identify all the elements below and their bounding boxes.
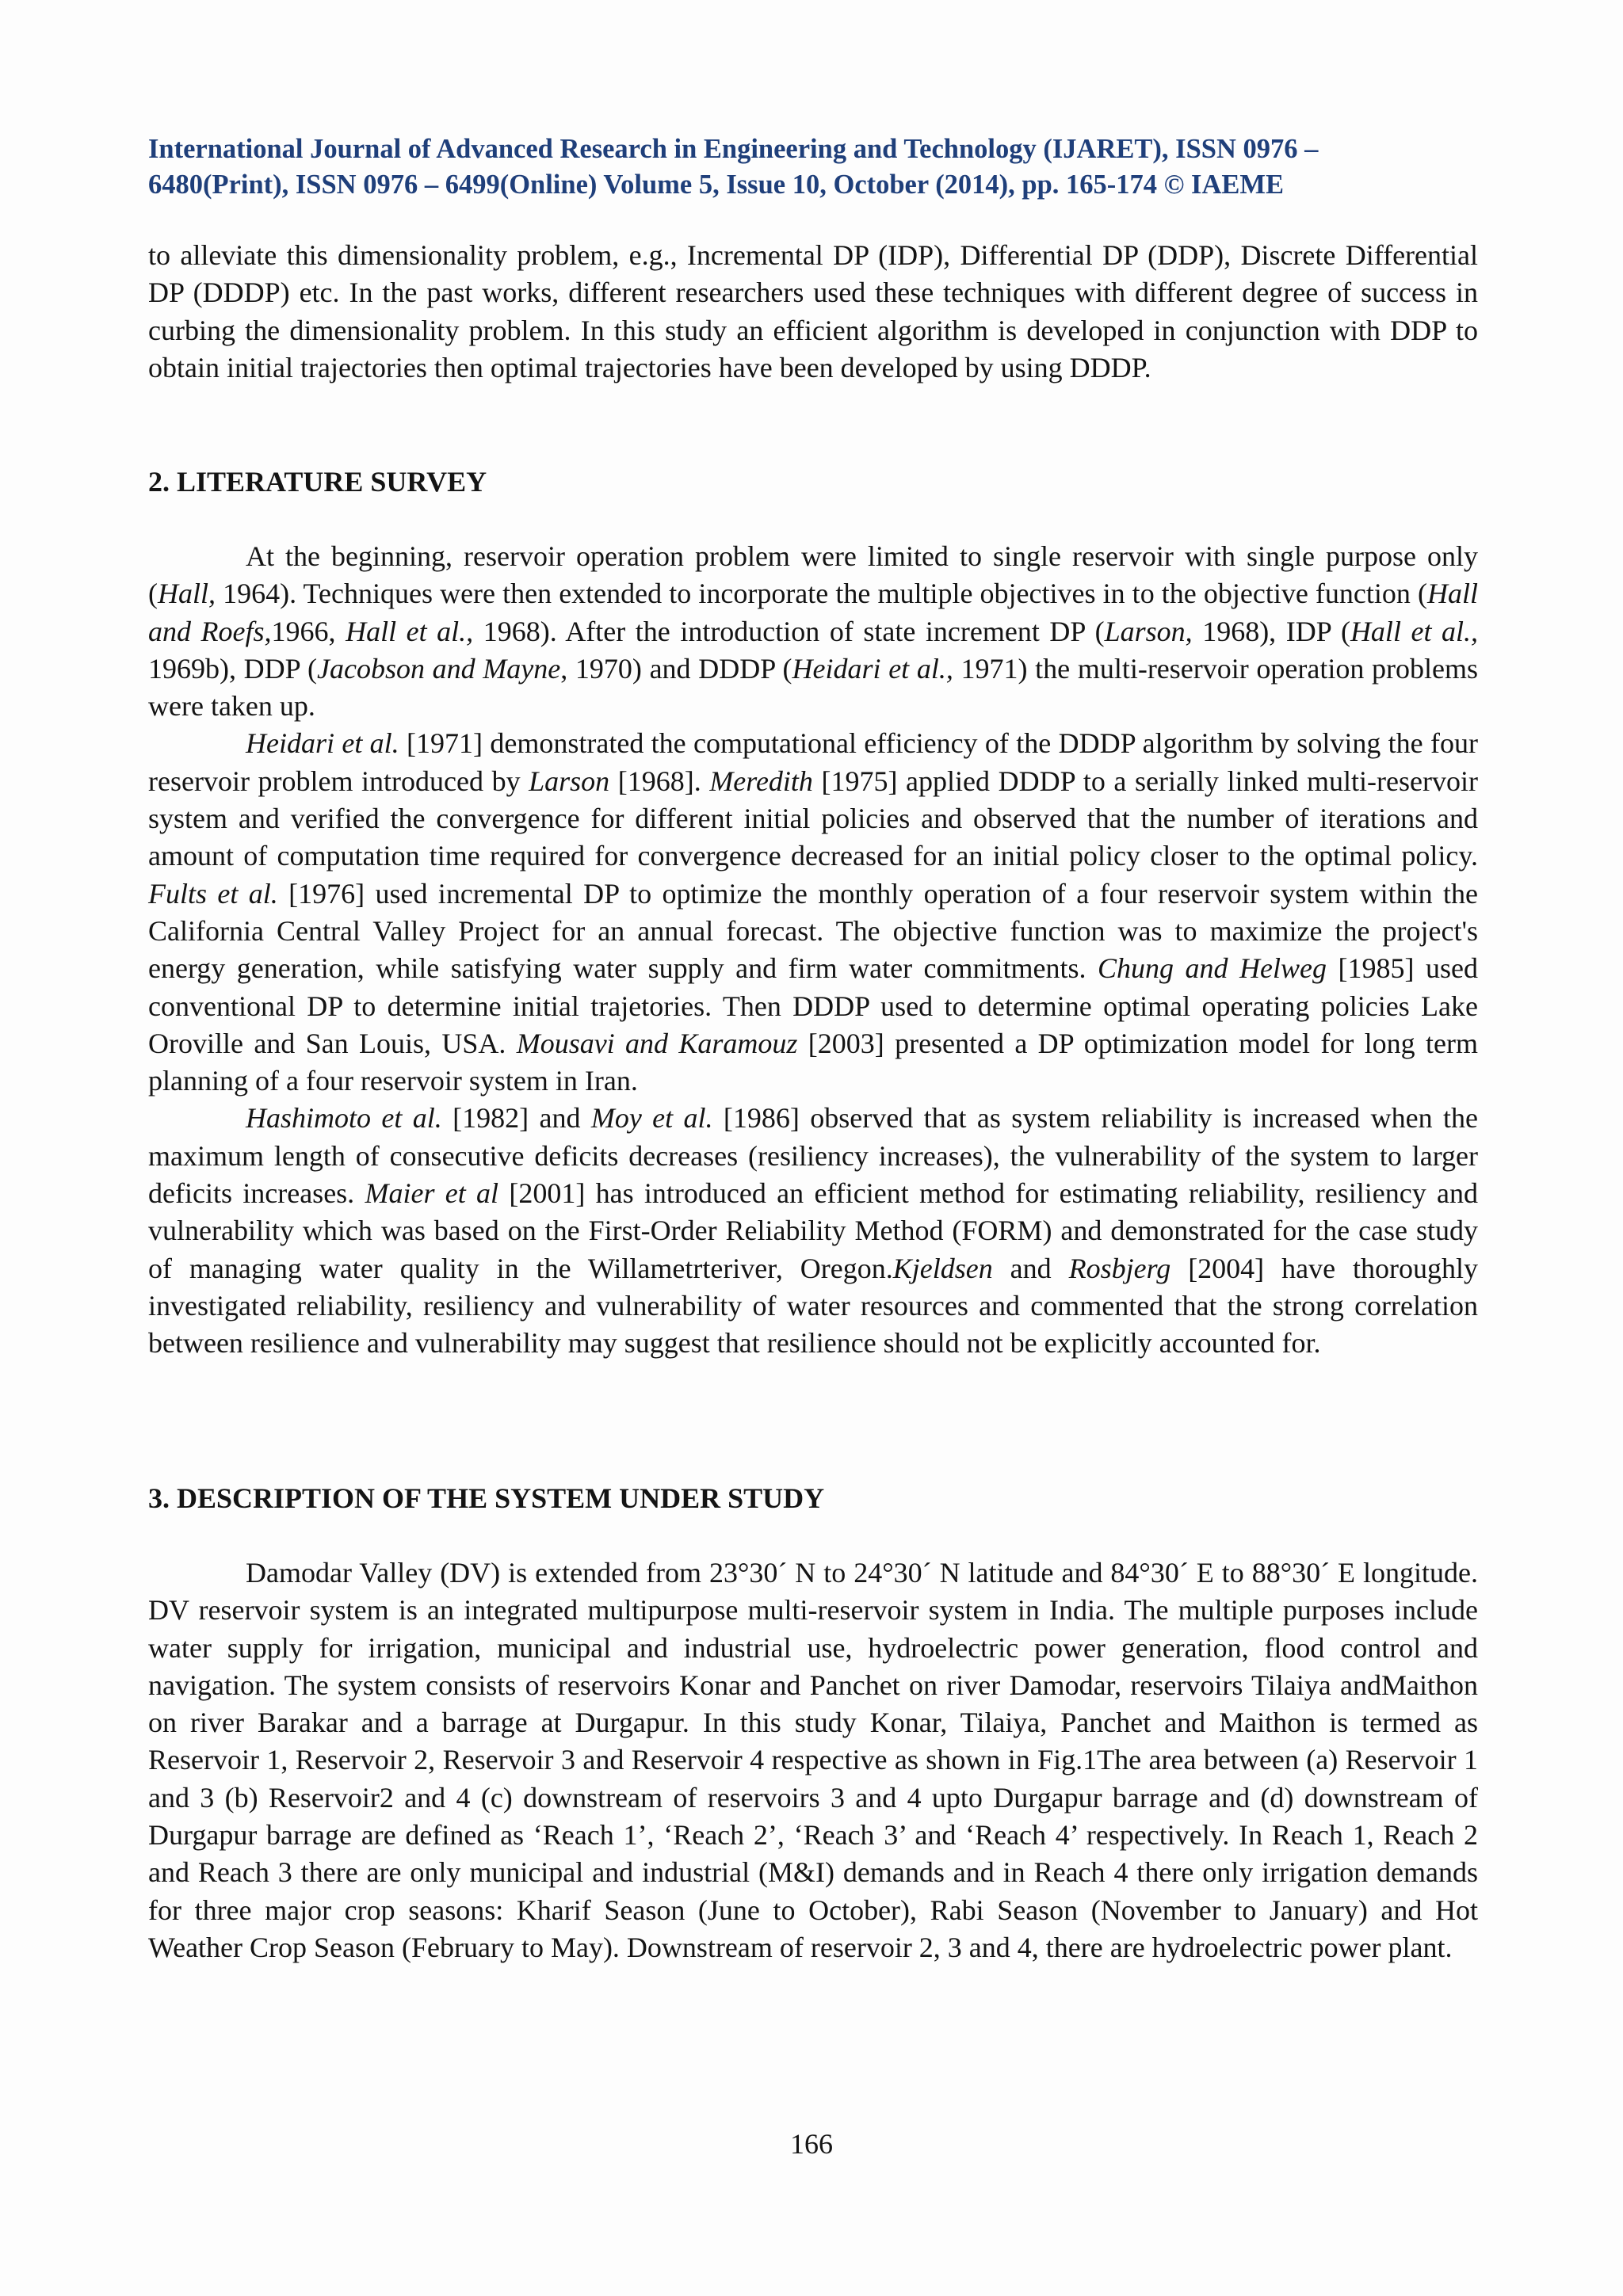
section-heading-literature-survey: 2. LITERATURE SURVEY xyxy=(148,466,487,498)
literature-paragraph-2: Heidari et al. [1971] demonstrated the computational efficiency of the DDDP algorithm by solving the four reservoir problem introduced by Larson [1968]. Meredith [1975] applied DDDP to a serially linked multi-reservoir system and verified the convergence for different initial policies and observed that the number of iterations and amount of computation time required for convergence decreased for an initial policy closer to the optimal policy. Fults et al. [1976] used incremental DP to optimize the monthly operation of a four reservoir system within the California Central Valley Project for an annual forecast. The objective function was to maximize the project's energy generation, while satisfying water supply and firm water commitments. Chung and Helweg [1985] used conventional DP to determine initial trajetories. Then DDDP used to determine optimal operating policies Lake Oroville and San Louis, USA. Mousavi and Karamouz [2003] presented a DP optimization model for long term planning of a four reservoir system in Iran. xyxy=(148,727,1478,1097)
journal-header-line-2: 6480(Print), ISSN 0976 – 6499(Online) Volume 5, Issue 10, October (2014), pp. 165-174 © IAEME xyxy=(148,170,1284,200)
system-description-paragraph: Damodar Valley (DV) is extended from 23°30´ N to 24°30´ N latitude and 84°30´ E to 88°30´ E longitude. DV reservoir system is an integrated multipurpose multi-reservoir system in India. The multiple purposes include water supply for irrigation, municipal and industrial use, hydroelectric power generation, flood control and navigation. The system consists of reservoirs Konar and Panchet on river Damodar, reservoirs Tilaiya andMaithon on river Barakar and a barrage at Durgapur. In this study Konar, Tilaiya, Panchet and Maithon is termed as Reservoir 1, Reservoir 2, Reservoir 3 and Reservoir 4 respective as shown in Fig.1The area between (a) Reservoir 1 and 3 (b) Reservoir2 and 4 (c) downstream of reservoirs 3 and 4 upto Durgapur barrage and (d) downstream of Durgapur barrage are defined as ‘Reach 1’, ‘Reach 2’, ‘Reach 3’ and ‘Reach 4’ respectively. In Reach 1, Reach 2 and Reach 3 there are only municipal and industrial (M&I) demands and in Reach 4 there only irrigation demands for three major crop seasons: Kharif Season (June to October), Rabi Season (November to January) and Hot Weather Crop Season (February to May). Downstream of reservoir 2, 3 and 4, there are hydroelectric power plant. xyxy=(148,1557,1478,1963)
system-description-body xyxy=(148,1554,1478,1966)
literature-paragraph-1: At the beginning, reservoir operation problem were limited to single reservoir with single purpose only (Hall, 1964). Techniques were then extended to incorporate the multiple objectives in to the objective function (Hall and Roefs,1966, Hall et al., 1968). After the introduction of state increment DP (Larson, 1968), IDP (Hall et al., 1969b), DDP (Jacobson and Mayne, 1970) and DDDP (Heidari et al., 1971) the multi-reservoir operation problems were taken up. xyxy=(148,540,1479,723)
page-number: 166 xyxy=(790,2128,833,2160)
section-heading-system-description: 3. DESCRIPTION OF THE SYSTEM UNDER STUDY xyxy=(148,1482,825,1514)
intro-paragraph: to alleviate this dimensionality problem, e.g., Incremental DP (IDP), Differential DP (DDP), Discrete Differential DP (DDDP) etc. In the past works, different researchers used these techniques with different degree of success in curbing the dimensionality problem. In this study an efficient algorithm is developed in conjunction with DDP to obtain initial trajectories then optimal trajectories have been developed by using DDDP. xyxy=(148,239,1478,383)
intro-section xyxy=(148,237,1478,387)
literature-paragraph-3: Hashimoto et al. [1982] and Moy et al. [1986] observed that as system reliability is increased when the maximum length of consecutive deficits decreases (resiliency increases), the vulnerability of the system to larger deficits increases. Maier et al [2001] has introduced an efficient method for estimating reliability, resiliency and vulnerability which was based on the First-Order Reliability Method (FORM) and demonstrated for the case study of managing water quality in the Willametrteriver, Oregon.Kjeldsen and Rosbjerg [2004] have thoroughly investigated reliability, resiliency and vulnerability of water resources and commented that the strong correlation between resilience and vulnerability may suggest that resilience should not be explicitly accounted for. xyxy=(148,1102,1478,1360)
journal-header-line-1: International Journal of Advanced Research in Engineering and Technology (IJARET), ISSN 0976 – xyxy=(148,134,1319,164)
literature-survey-body xyxy=(148,538,1478,1363)
journal-header xyxy=(148,132,1478,203)
